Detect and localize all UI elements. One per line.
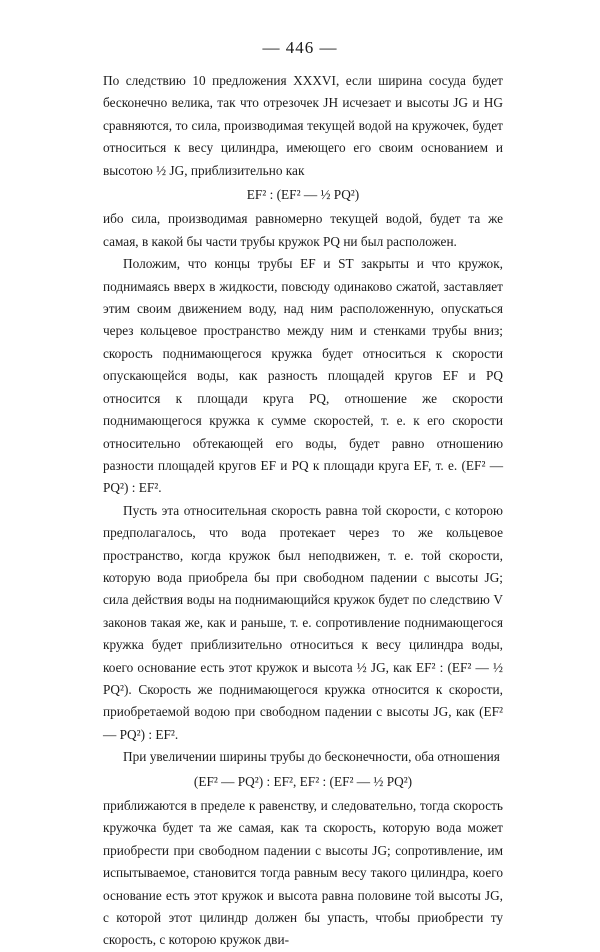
formula-1: EF² : (EF² — ½ PQ²): [246, 187, 360, 203]
paragraph-6: приближаются в пределе к равенству, и следовательно, тогда скорость кружочка будет та же самая, как та скорость, которую вода может приобрести при свободном падении с высоты JG; сопротивление, им испытываемое, становится тогда равным весу такого цилиндра, коего основание есть этот кружок и высота равна половине той высоты JG, с которой этот цилиндр должен бы упасть, чтобы приобрести ту скорость, с которою кружок дви-: [103, 798, 503, 948]
page-number: — 446 —: [262, 38, 338, 57]
paragraph-2: ибо сила, производимая равномерно текущей водой, будет та же самая, в какой бы части трубы кружок PQ ни был расположен.: [103, 211, 503, 249]
body-text: [103, 70, 503, 952]
paragraph-1: По следствию 10 предложения XXXVI, если ширина сосуда будет бесконечно велика, так что отрезочек JH исчезает и высоты JG и HG сравняются, то сила, производимая текущей водой на кружочек, будет относиться к весу цилиндра, имеющего его своим основанием и высотою ½ JG, приблизительно как: [103, 73, 503, 178]
formula-2: (EF² — PQ²) : EF², EF² : (EF² — ½ PQ²): [193, 773, 413, 789]
paragraph-3: Положим, что концы трубы EF и ST закрыты и что кружок, поднимаясь вверх в жидкости, повсюду одинаково сжатой, заставляет этим своим движением воду, над ним расположенную, опускаться через кольцевое пространство между ним и стенками трубы вниз; скорость поднимающегося кружка будет относиться к скорости опускающейся воды, как разность площадей кругов EF и PQ относится к площади круга PQ, отношение же скорости поднимающегося кружка к сумме скоростей, т. е. к его скорости относительно обтекающей его воды, будет равно отношению разности площадей кругов EF и PQ к площади круга EF, т. е. (EF² — PQ²) : EF².: [103, 256, 503, 496]
paragraph-5: При увеличении ширины трубы до бесконечности, оба отношения: [123, 749, 500, 765]
paragraph-4: Пусть эта относительная скорость равна той скорости, с которою предполагалось, что вода протекает через то же кольцевое пространство, когда кружок был неподвижен, т. е. той скорости, которую вода приобрела бы при свободном падении с высоты JG; сила действия воды на поднимающийся кружок будет по следствию V законов такая же, как и раньше, т. е. сопротивление поднимающегося кружка будет приблизительно относиться к весу цилиндра воды, коего основание есть этот кружок и высота ½ JG, как EF² : (EF² — ½ PQ²). Скорость же поднимающегося кружка относится к скорости, приобретаемой водою при свободном падении с высоты JG, как (EF² — PQ²) : EF².: [103, 502, 503, 742]
